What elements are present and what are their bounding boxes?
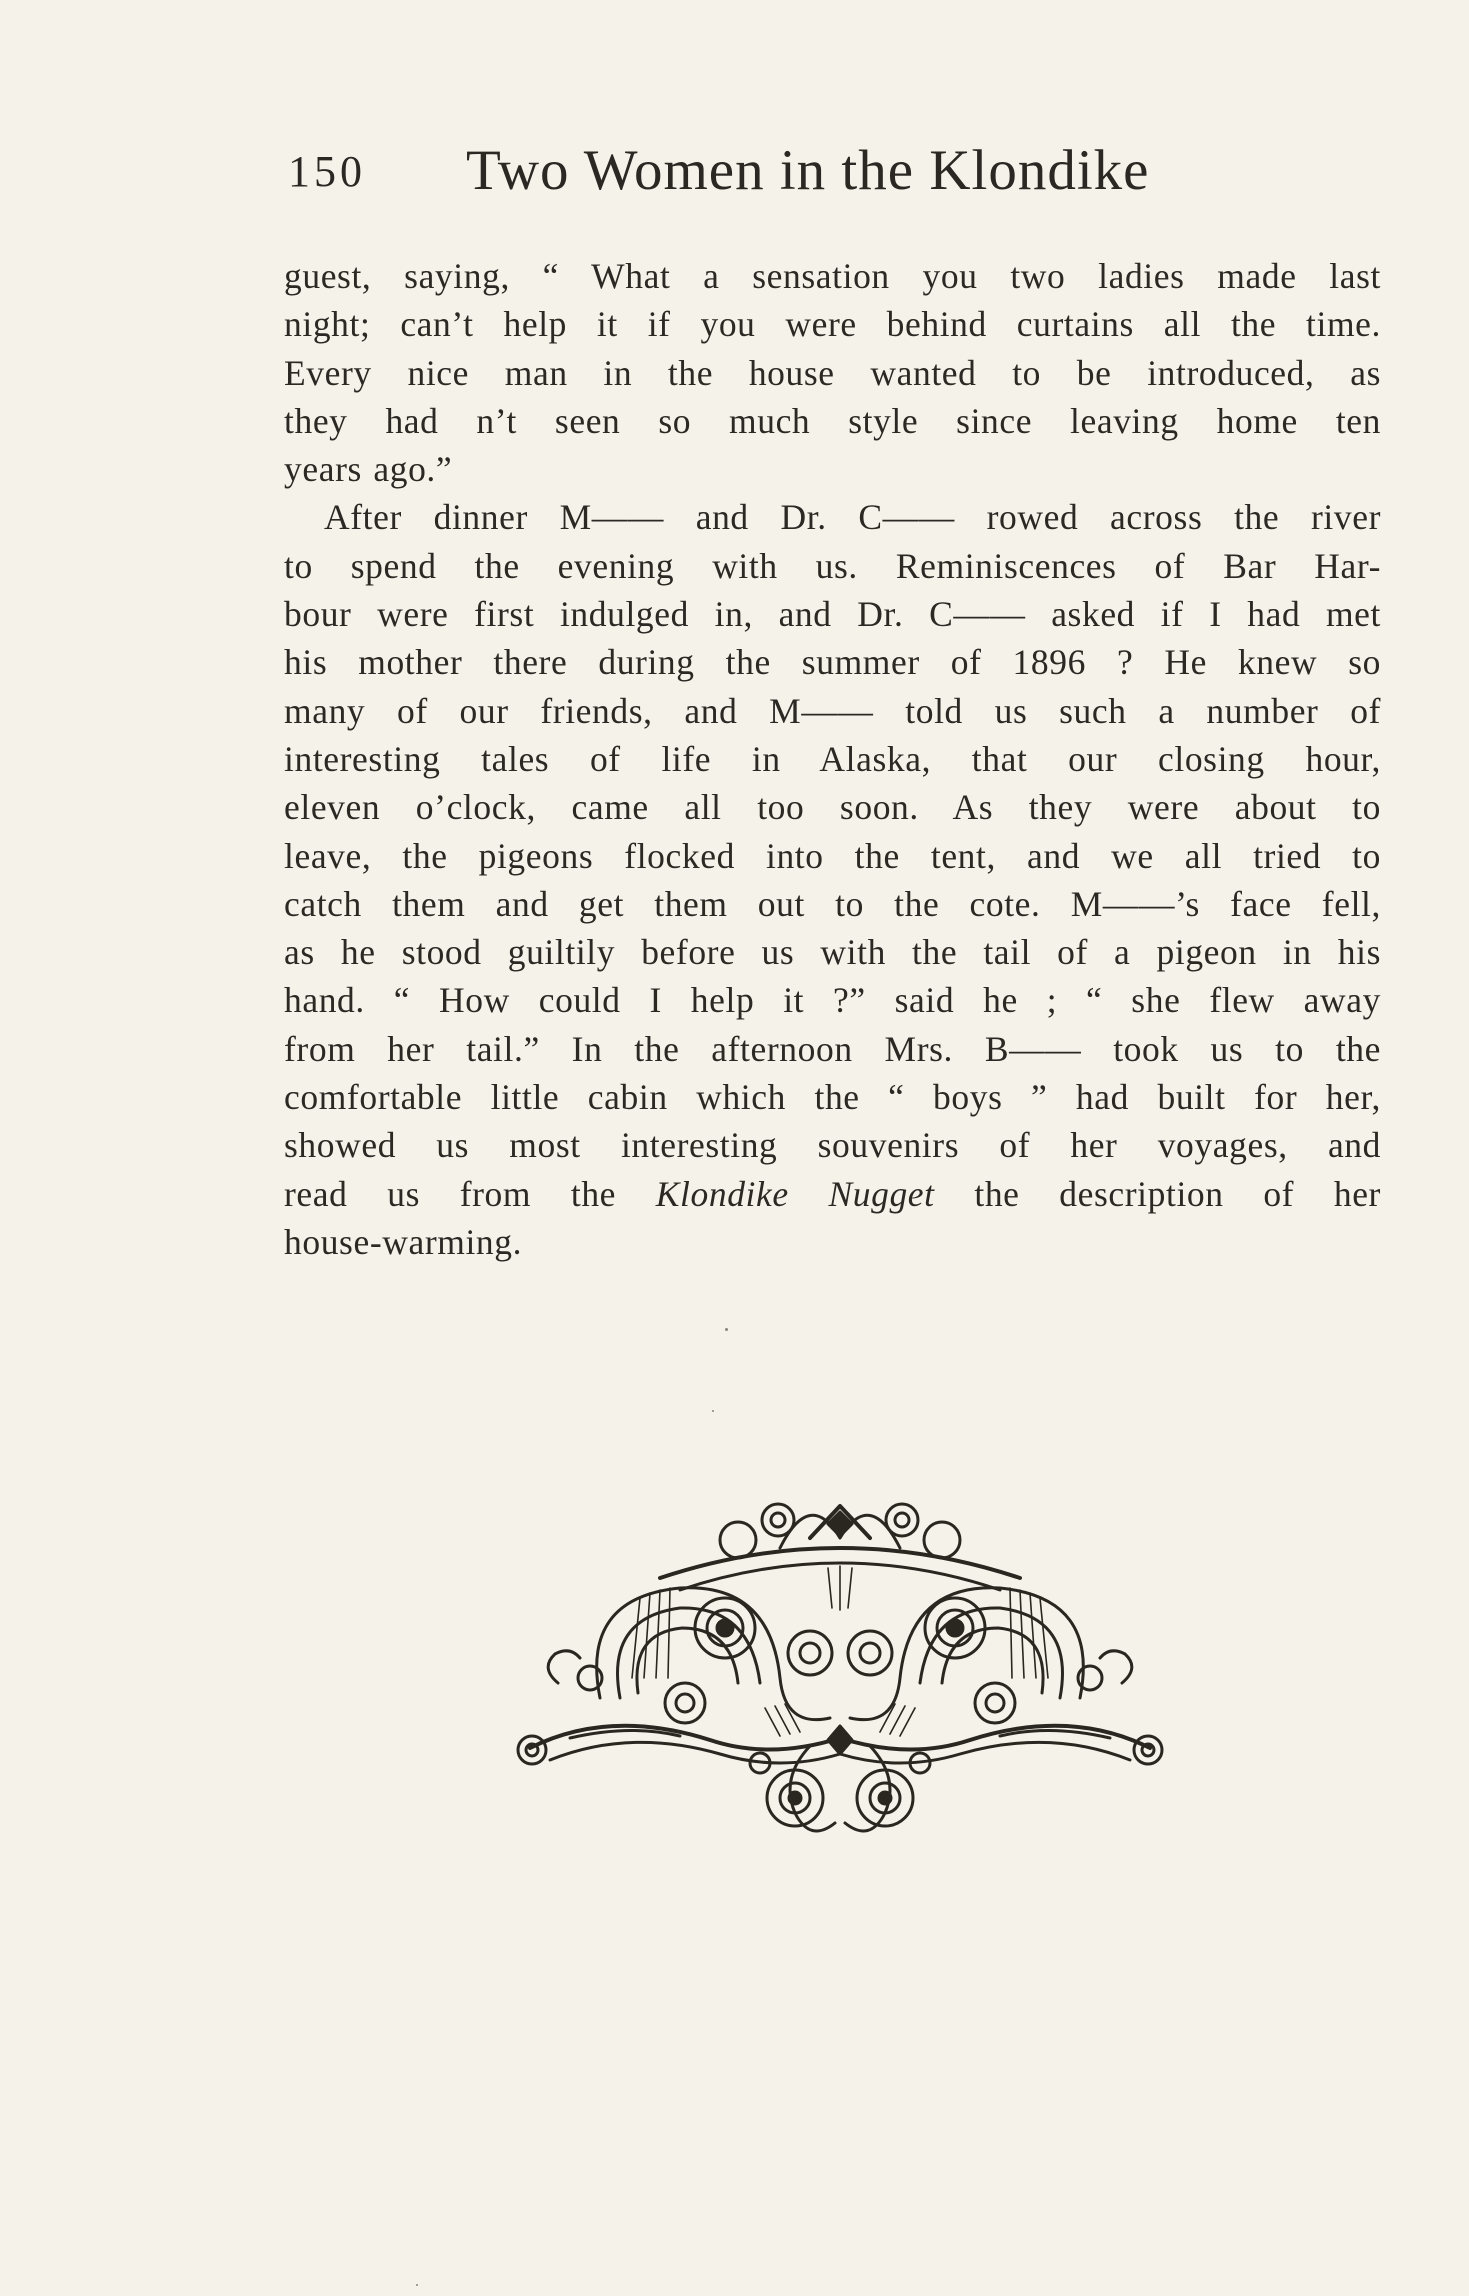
text-line: they had n’t seen so much style since leaving home ten (284, 400, 1381, 441)
text-line: bour were first indulged in, and Dr. C—— asked if I had met (284, 594, 1381, 635)
text-line: showed us most interesting souvenirs of her voyages, and (284, 1125, 1381, 1166)
text-line: hand. “ How could I help it ?” said he ; “ she flew away (284, 980, 1381, 1021)
text-line: leave, the pigeons flocked into the tent, and we all tried to (284, 835, 1381, 876)
text-line: Every nice man in the house wanted to be introduced, as (284, 352, 1381, 393)
text-line: as he stood guiltily before us with the tail of a pigeon in his (284, 932, 1381, 973)
text-line: many of our friends, and M—— told us such a number of (284, 690, 1381, 731)
running-title: Two Women in the Klondike (466, 139, 1150, 202)
text-line: interesting tales of life in Alaska, that our closing hour, (284, 738, 1381, 779)
body-text (284, 252, 1381, 1266)
text-fragment: the description of her (974, 1173, 1381, 1214)
text-line (284, 1170, 1381, 1218)
running-head (288, 138, 1208, 208)
text-line: catch them and get them out to the cote. M——’s face fell, (284, 883, 1381, 924)
text-line: to spend the evening with us. Reminiscences of Bar Har- (284, 545, 1381, 586)
page-number: 150 (288, 147, 366, 196)
decorative-ornament (510, 1478, 1170, 1858)
paper-speck (725, 1328, 728, 1331)
text-line: comfortable little cabin which the “ boys ” had built for her, (284, 1077, 1381, 1118)
text-line: eleven o’clock, came all too soon. As they were about to (284, 787, 1381, 828)
text-line: years ago.” (284, 449, 453, 490)
text-line: guest, saying, “ What a sensation you two ladies made last (284, 256, 1381, 296)
text-line: his mother there during the summer of 1896 ? He knew so (284, 642, 1381, 683)
text-fragment: read us from the (284, 1173, 617, 1214)
newspaper-title: Klondike Nugget (655, 1173, 935, 1214)
text-line: After dinner M—— and Dr. C—— rowed across the river (324, 497, 1381, 538)
text-line: from her tail.” In the afternoon Mrs. B—— took us to the (284, 1028, 1381, 1069)
paper-speck (712, 1410, 714, 1412)
text-line: house-warming. (284, 1221, 523, 1262)
text-line: night; can’t help it if you were behind curtains all the time. (284, 304, 1381, 345)
paper-speck (416, 2284, 418, 2286)
